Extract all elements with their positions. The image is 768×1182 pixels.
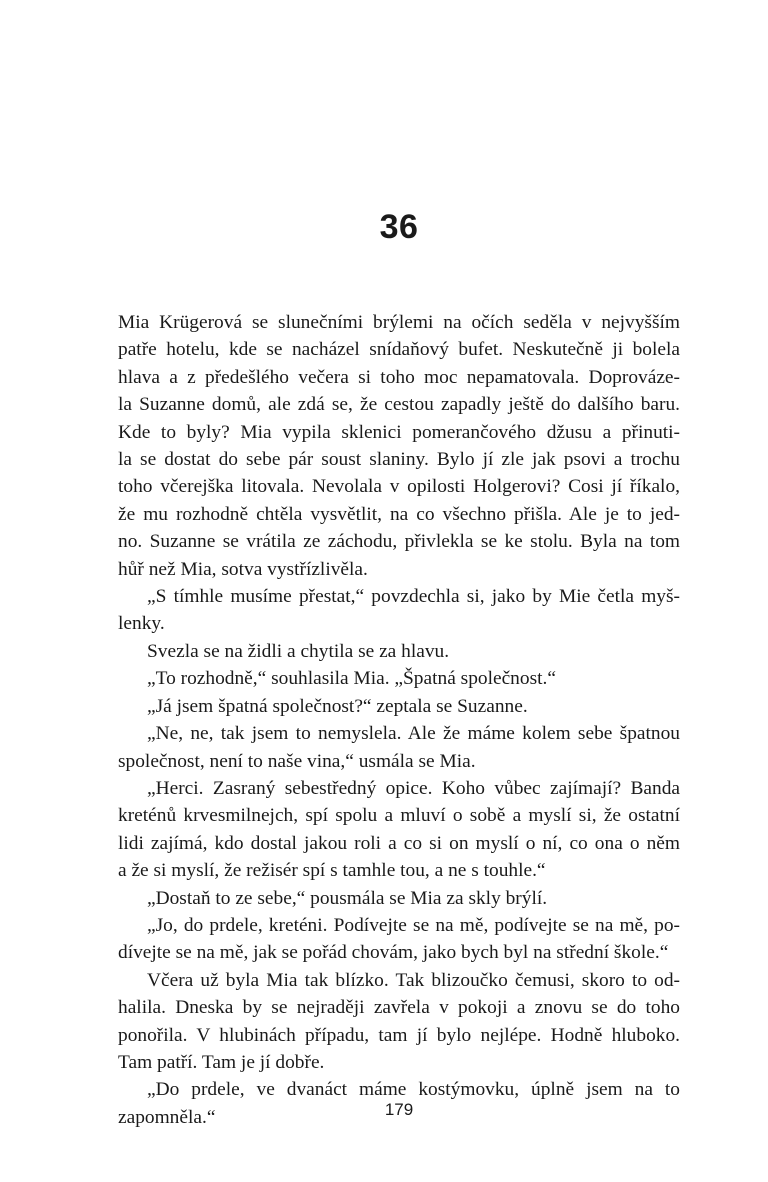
text-line: toho včerejška litovala. Nevolala v opilosti Holgerovi? Cosi jí říkalo, (118, 476, 680, 498)
text-line: „To rozhodně,“ souhlasila Mia. „Špatná společnost.“ (147, 668, 556, 690)
chapter-number: 36 (379, 208, 419, 246)
text-line: ponořila. V hlubinách případu, tam jí bylo nejlépe. Hodně hluboko. (118, 1024, 680, 1046)
text-line: lidi zajímá, kdo dostal jakou roli a co si on myslí o ní, co ona o něm (118, 832, 680, 854)
text-line: Tam patří. Tam je jí dobře. (118, 1051, 325, 1073)
text-line: „Herci. Zasraný sebestředný opice. Koho vůbec zajímají? Banda (147, 777, 680, 799)
page-number: 179 (384, 1100, 414, 1119)
text-line: „Já jsem špatná společnost?“ zeptala se Suzanne. (147, 695, 528, 717)
text-line: a že si myslí, že režisér spí s tamhle tou, a ne s touhle.“ (118, 860, 546, 882)
text-line: že mu rozhodně chtěla vysvětlit, na co všechno přišla. Ale je to jed- (118, 503, 680, 525)
text-line: halila. Dneska by se nejraději zavřela v pokoji a znovu se do toho (118, 997, 680, 1019)
text-line: lenky. (118, 613, 165, 635)
text-line: hlava a z předešlého večera si toho moc nepamatovala. Doprováze- (118, 366, 680, 388)
text-line: Svezla se na židli a chytila se za hlavu. (147, 640, 450, 662)
text-line: Včera už byla Mia tak blízko. Tak blizoučko čemusi, skoro to od- (147, 969, 680, 991)
text-line: dívejte se na mě, jak se pořád chovám, jako bych byl na střední škole.“ (118, 942, 669, 964)
text-line: no. Suzanne se vrátila ze záchodu, přivlekla se ke stolu. Byla na tom (118, 531, 680, 553)
text-line: patře hotelu, kde se nacházel snídaňový bufet. Neskutečně ji bolela (118, 339, 680, 361)
text-line: la Suzanne domů, ale zdá se, že cestou zapadly ještě do dalšího baru. (118, 394, 680, 416)
text-line: la se dostat do sebe pár soust slaniny. Bylo jí zle jak psovi a trochu (118, 449, 680, 471)
text-line: „Jo, do prdele, kreténi. Podívejte se na mě, podívejte se na mě, po- (147, 914, 680, 936)
text-line: kreténů krvesmilnejch, spí spolu a mluví o sobě a myslí si, že ostatní (118, 805, 680, 827)
chapter-body-text (118, 309, 680, 1131)
text-line: zapomněla.“ (118, 1106, 216, 1128)
text-line: Kde to byly? Mia vypila sklenici pomerančového džusu a přinuti- (118, 421, 680, 443)
text-line: „Ne, ne, tak jsem to nemyslela. Ale že máme kolem sebe špatnou (147, 723, 680, 745)
text-line: hůř než Mia, sotva vystřízlivěla. (118, 558, 368, 580)
text-line: „S tímhle musíme přestat,“ povzdechla si, jako by Mie četla myš- (147, 586, 680, 608)
text-line: „Dostaň to ze sebe,“ pousmála se Mia za skly brýlí. (147, 887, 548, 909)
text-line: Mia Krügerová se slunečními brýlemi na očích seděla v nejvyšším (118, 312, 680, 333)
text-line: „Do prdele, ve dvanáct máme kostýmovku, úplně jsem na to (147, 1079, 680, 1101)
text-line: společnost, není to naše vina,“ usmála se Mia. (118, 750, 476, 772)
